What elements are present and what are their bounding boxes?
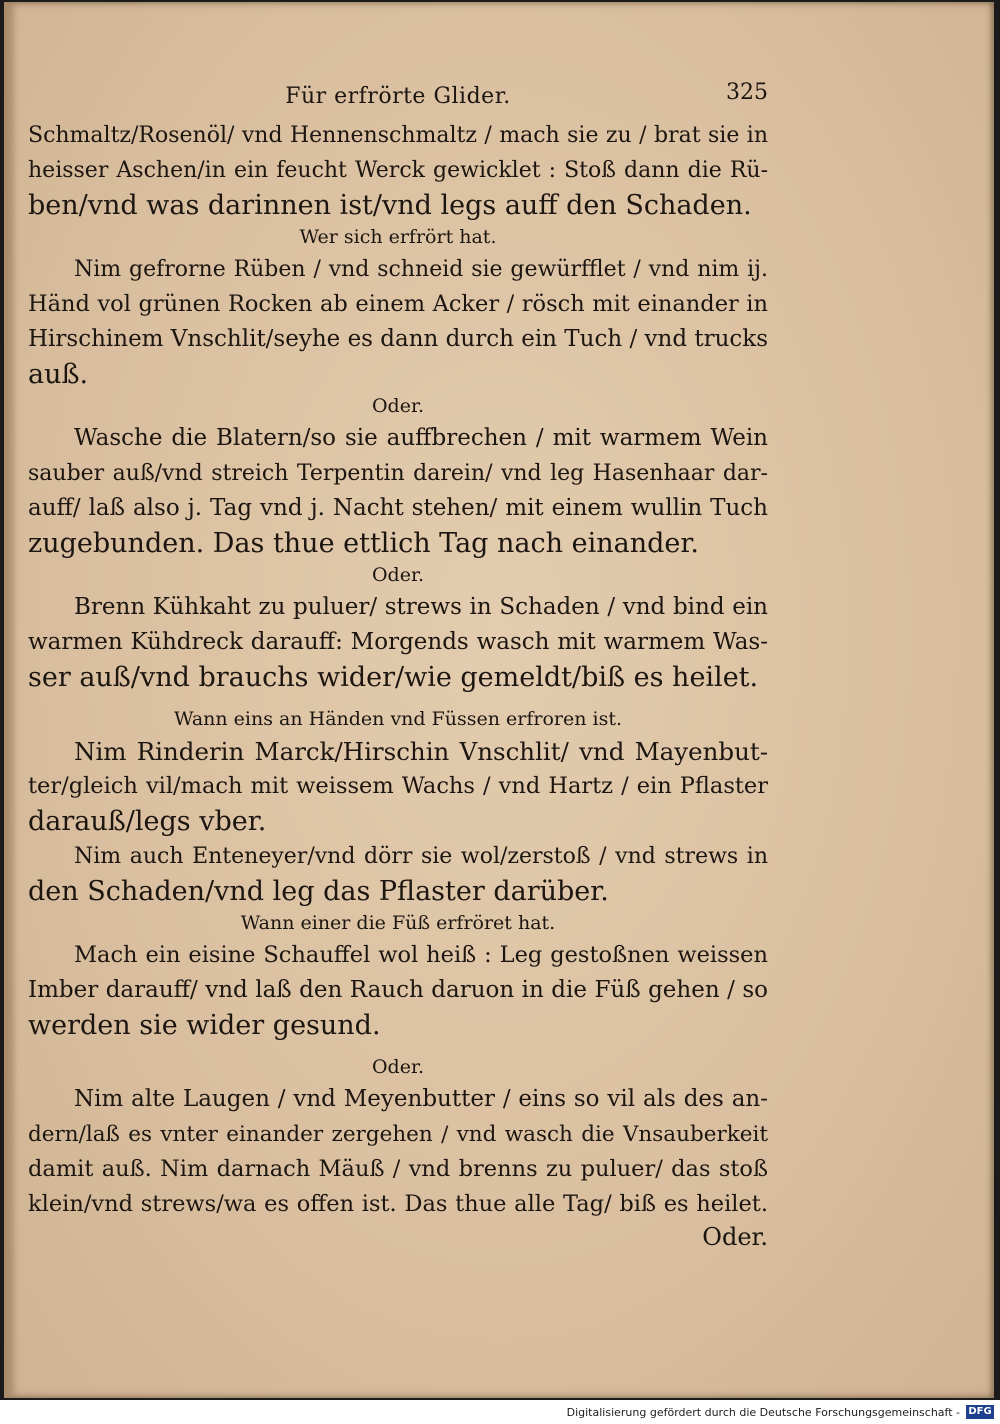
text-line: warmen Kühdreck darauff: Morgends wasch mit warmem Was- — [28, 629, 768, 655]
paragraph-1 — [28, 118, 768, 223]
paragraph-8 — [28, 1082, 768, 1222]
spacer — [28, 695, 768, 705]
paragraph-3 — [28, 421, 768, 561]
page-gutter-shadow — [4, 2, 18, 1398]
text-line: Nim auch Enteneyer/vnd dörr sie wol/zerstoß / vnd strews in — [74, 844, 768, 869]
section-heading: Wann einer die Füß erfröret hat. — [240, 912, 556, 934]
text-line: Nim gefrorne Rüben / vnd schneid sie gewürfflet / vnd nim ij. — [74, 257, 768, 282]
paragraph-2 — [28, 252, 768, 392]
text-line: Nim alte Laugen / vnd Meyenbutter / eins so vil als des an- — [74, 1086, 768, 1112]
text-line: sauber auß/vnd streich Terpentin darein/ vnd leg Hasenhaar dar- — [28, 461, 768, 486]
text-line: darauß/legs vber. — [28, 806, 267, 837]
text-line: damit auß. Nim darnach Mäuß / vnd brenns zu puluer/ das stoß — [28, 1156, 768, 1182]
text-line: heisser Aschen/in ein feucht Werck gewicklet : Stoß dann die Rü- — [28, 158, 768, 183]
section-heading: Wer sich erfrört hat. — [299, 226, 497, 248]
section-heading: Oder. — [371, 395, 425, 417]
page-header — [28, 70, 768, 118]
section-heading: Oder. — [371, 564, 425, 586]
text-line: den Schaden/vnd leg das Pflaster darüber. — [28, 876, 609, 907]
text-line: auß. — [28, 359, 89, 390]
page-text — [28, 70, 768, 1252]
text-line: zugebunden. Das thue ettlich Tag nach einander. — [28, 528, 699, 559]
section-heading: Oder. — [371, 1056, 425, 1078]
digitization-footer — [0, 1400, 1000, 1424]
text-line: ben/vnd was darinnen ist/vnd legs auff den Schaden. — [28, 190, 752, 221]
spacer — [28, 1043, 768, 1053]
text-line: Hirschinem Vnschlit/seyhe es dann durch ein Tuch / vnd trucks — [28, 326, 769, 352]
paragraph-7 — [28, 938, 768, 1043]
text-line: Mach ein eisine Schauffel wol heiß : Leg gestoßnen weissen — [74, 942, 768, 968]
text-line: auff/ laß also j. Tag vnd j. Nacht stehen/ mit einem wullin Tuch — [28, 495, 768, 521]
section-heading: Wann eins an Händen vnd Füssen erfroren ist. — [173, 708, 623, 730]
text-line: klein/vnd strews/wa es offen ist. Das thue alle Tag/ biß es heilet. — [28, 1191, 768, 1217]
text-line: Schmaltz/Rosenöl/ vnd Hennenschmaltz / mach sie zu / brat sie in — [28, 123, 768, 148]
paragraph-6 — [28, 839, 768, 909]
text-line: dern/laß es vnter einander zergehen / vnd wasch die Vnsauberkeit — [28, 1122, 768, 1147]
text-line: ter/gleich vil/mach mit weissem Wachs / vnd Hartz / ein Pflaster — [28, 773, 768, 799]
paragraph-4 — [28, 590, 768, 695]
dfg-logo-icon: DFG — [966, 1405, 994, 1419]
text-line: ser auß/vnd brauchs wider/wie gemeldt/biß es heilet. — [28, 662, 759, 693]
catchword: Oder. — [702, 1223, 768, 1251]
text-line: Brenn Kühkaht zu puluer/ strews in Schaden / vnd bind ein — [74, 594, 768, 620]
running-head: Für erfrörte Glider. — [285, 84, 511, 109]
text-line: Wasche die Blatern/so sie auffbrechen / mit warmem Wein — [74, 425, 768, 451]
funding-credit: Digitalisierung gefördert durch die Deutsche Forschungsgemeinschaft - — [566, 1406, 960, 1419]
paragraph-5 — [28, 734, 768, 839]
page-number: 325 — [726, 80, 768, 105]
text-line: Nim Rinderin Marck/Hirschin Vnschlit/ vnd Mayenbut- — [74, 737, 768, 766]
text-line: Händ vol grünen Rocken ab einem Acker / rösch mit einander in — [28, 291, 768, 317]
text-line: werden sie wider gesund. — [28, 1010, 381, 1041]
text-line: Imber darauff/ vnd laß den Rauch daruon in die Füß gehen / so — [28, 977, 768, 1003]
